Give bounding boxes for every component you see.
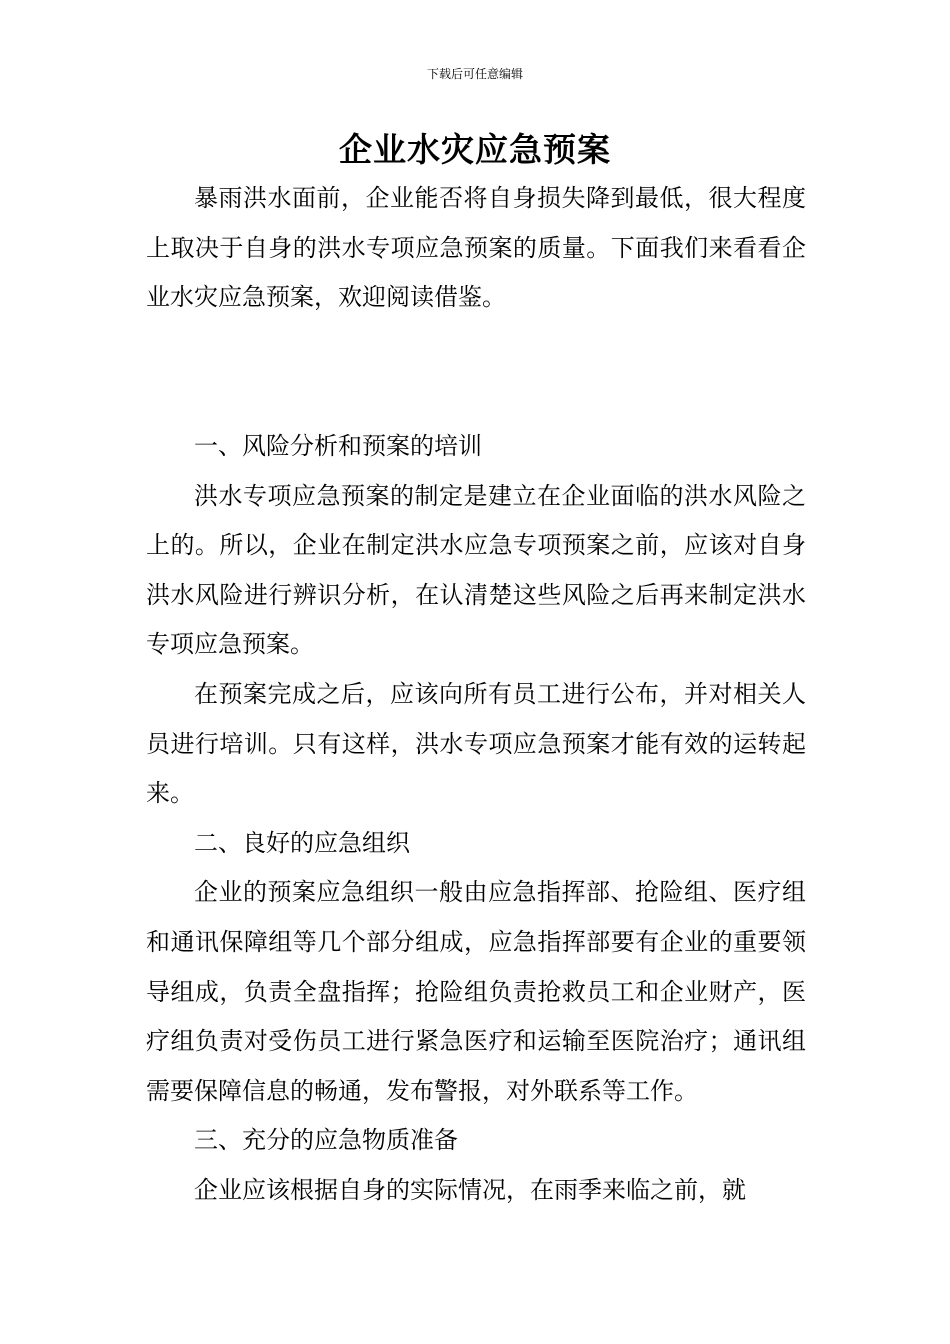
header-note: 下载后可任意编辑 — [426, 67, 523, 81]
body-paragraph: 在预案完成之后，应该向所有员工进行公布，并对相关人员进行培训。只有这样，洪水专项应急预案才能有效的运转起来。 — [146, 679, 806, 808]
document-title: 企业水灾应急预案 — [339, 130, 611, 169]
section-heading: 二、良好的应急组织 — [194, 828, 410, 857]
blank-line — [146, 323, 806, 373]
document-body — [146, 174, 806, 1215]
section-heading: 一、风险分析和预案的培训 — [194, 431, 482, 460]
blank-line — [146, 372, 806, 422]
body-paragraph: 企业的预案应急组织一般由应急指挥部、抢险组、医疗组和通讯保障组等几个部分组成，应急指挥部要有企业的重要领导组成，负责全盘指挥；抢险组负责抢救员工和企业财产，医疗组负责对受伤员工进行紧急医疗和运输至医院治疗；通讯组需要保障信息的畅通，发布警报，对外联系等工作。 — [146, 878, 806, 1105]
section-heading: 三、充分的应急物质准备 — [194, 1126, 458, 1155]
intro-paragraph: 暴雨洪水面前，企业能否将自身损失降到最低，很大程度上取决于自身的洪水专项应急预案的质量。下面我们来看看企业水灾应急预案，欢迎阅读借鉴。 — [146, 184, 806, 312]
body-paragraph: 洪水专项应急预案的制定是建立在企业面临的洪水风险之上的。所以，企业在制定洪水应急专项预案之前，应该对自身洪水风险进行辨识分析，在认清楚这些风险之后再来制定洪水专项应急预案。 — [146, 481, 806, 659]
body-paragraph: 企业应该根据自身的实际情况，在雨季来临之前，就 — [194, 1175, 746, 1204]
